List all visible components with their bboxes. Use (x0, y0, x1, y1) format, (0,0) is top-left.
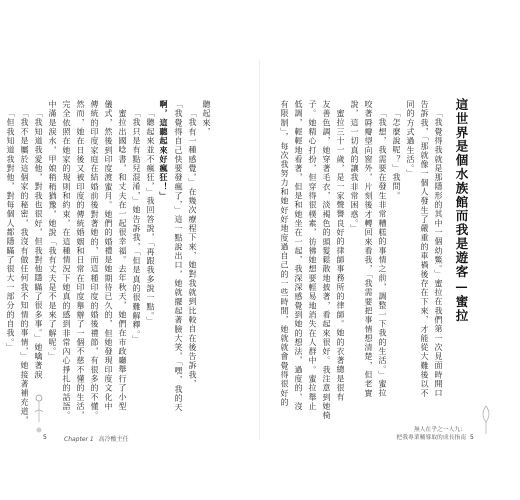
left-paragraph-13: 「我不是屬於這個家的秘密，我沒有做任何我不知情的事情，」她接著補充道， (20, 109, 29, 426)
left-paragraph-0: 聽起來， (202, 100, 211, 137)
right-paragraph-1: 告訴我，「那就像一個人發生了嚴重的車禍後存在下來，才能從大難後以不 (420, 100, 429, 398)
left-paragraph-11: 中滿是淚水，甲娘稍稍猶豫，她說「我有丈夫是不是來了解呢。」 (48, 100, 57, 362)
right-paragraph-10: 低調，輕輕地看著，但是和她坐在一起，我深深感覺到她的想法，過度的、沒 (294, 100, 303, 412)
right-paragraph-3: 「怎麼說呢？」我問。 (392, 109, 401, 201)
right-paragraph-6: 說，這一切真的讓我非常困惑。」 (350, 100, 359, 234)
left-page-number: 5 (43, 434, 47, 441)
left-paragraph-10: 完全依照在她家的規則和約束，在這種情況下她真的感到非常內心掙扎的話語。 (62, 100, 71, 421)
left-paragraph-1: 「我有一種感覺，」在幾次療程下來，她對我就到比較自在後告訴我， (188, 109, 197, 389)
bird-ornament-icon (31, 392, 47, 436)
leaf-ornament-icon (478, 404, 494, 438)
left-paragraph-8: 傳統的印度家庭在結婚前後對著她的，而這種印度的婚後禮節，有很多的不懂。 (90, 100, 99, 421)
right-paragraph-0: 「我覺得我就是那隱形的其中一個幼鱉。」蜜拉在我們第一次見面時開口 (434, 109, 443, 398)
right-paragraph-11: 有限制」，每次我努力和她好好地度過自己的一些時間，她就就會覺得很好的 (280, 100, 289, 408)
left-running-head (64, 434, 129, 443)
chapter-label-zh: 高冷酸主任 (98, 436, 129, 443)
left-paragraph-4: 「聽起來並不瘋狂，」我回答說，「再跟我多說一點。」 (146, 109, 155, 326)
left-paragraph-9: 然而，她在日後又被印度的傳統婚姻和日常在印度舉辦了一個不慈不懂的生活， (76, 100, 85, 421)
left-paragraph-14: 「但我知道我對他，對每個人都隱瞞了很大一部分的自我。」 (6, 109, 15, 353)
right-paragraph-7: 蜜拉三十一歲，是一家聲譽良好的律師事務所的律師。她的衣著總是很有 (336, 109, 345, 402)
right-page-number: 5 (470, 434, 474, 441)
chapter-title: 這世界是個水族館而我是遊客—蜜拉 (454, 98, 469, 323)
left-paragraph-5: 「我只是有點兒混淆，」她告訴我，「但是真的很難解釋。」 (132, 109, 141, 345)
left-paragraph-3: 啊，這聽起來好瘋狂！」 (159, 100, 169, 201)
right-paragraph-2: 同的方式過生活。」 (406, 100, 415, 179)
page-gutter (259, 60, 260, 440)
left-paragraph-7: 儀式，然後到印度渡蜜月。她們的婚禮是她期待已久的，但她發現印度文化中 (104, 100, 113, 412)
left-paragraph-12: 「我知道我愛他，對我也很好，但我對他隱瞞了很多事。」她噙著淚 (34, 109, 43, 380)
right-paragraph-8: 友善色調，她穿著毛衣，淡褐色的頭髮鬆散地披著，看起來很好。我注意到她椅 (322, 100, 331, 421)
left-paragraph-2: 「我覺得自己快要發瘋了，」這一點說出口，她就擺起著臉大笑，「嘿，我的天 (174, 100, 183, 413)
right-paragraph-9: 子。她精心打扮，但穿得很樸素，彷彿她想要輕易地消失在人群中。蜜拉舉止 (308, 100, 317, 412)
right-paragraph-4: 「我想，我需要在發生非常糟糕的事情之前，調整一下我的生活。」蜜拉 (378, 109, 387, 398)
running-head-line-2: 把我專業輔導取的成長指南 (396, 435, 466, 441)
right-paragraph-5: 咬著脣瓣望向窗外，片刻後才轉回來看我，「我需要把事情想清楚，但老實 (364, 100, 373, 398)
left-paragraph-6: 蜜拉出國唸書，和丈夫在一起很幸福。去年秋天，她們在市政廳舉行了小型 (118, 109, 127, 411)
chapter-label-en: Chapter 1 (64, 436, 94, 443)
running-head-line-1: 無人在乎之一人九： (413, 427, 466, 433)
right-running-head (396, 426, 466, 442)
